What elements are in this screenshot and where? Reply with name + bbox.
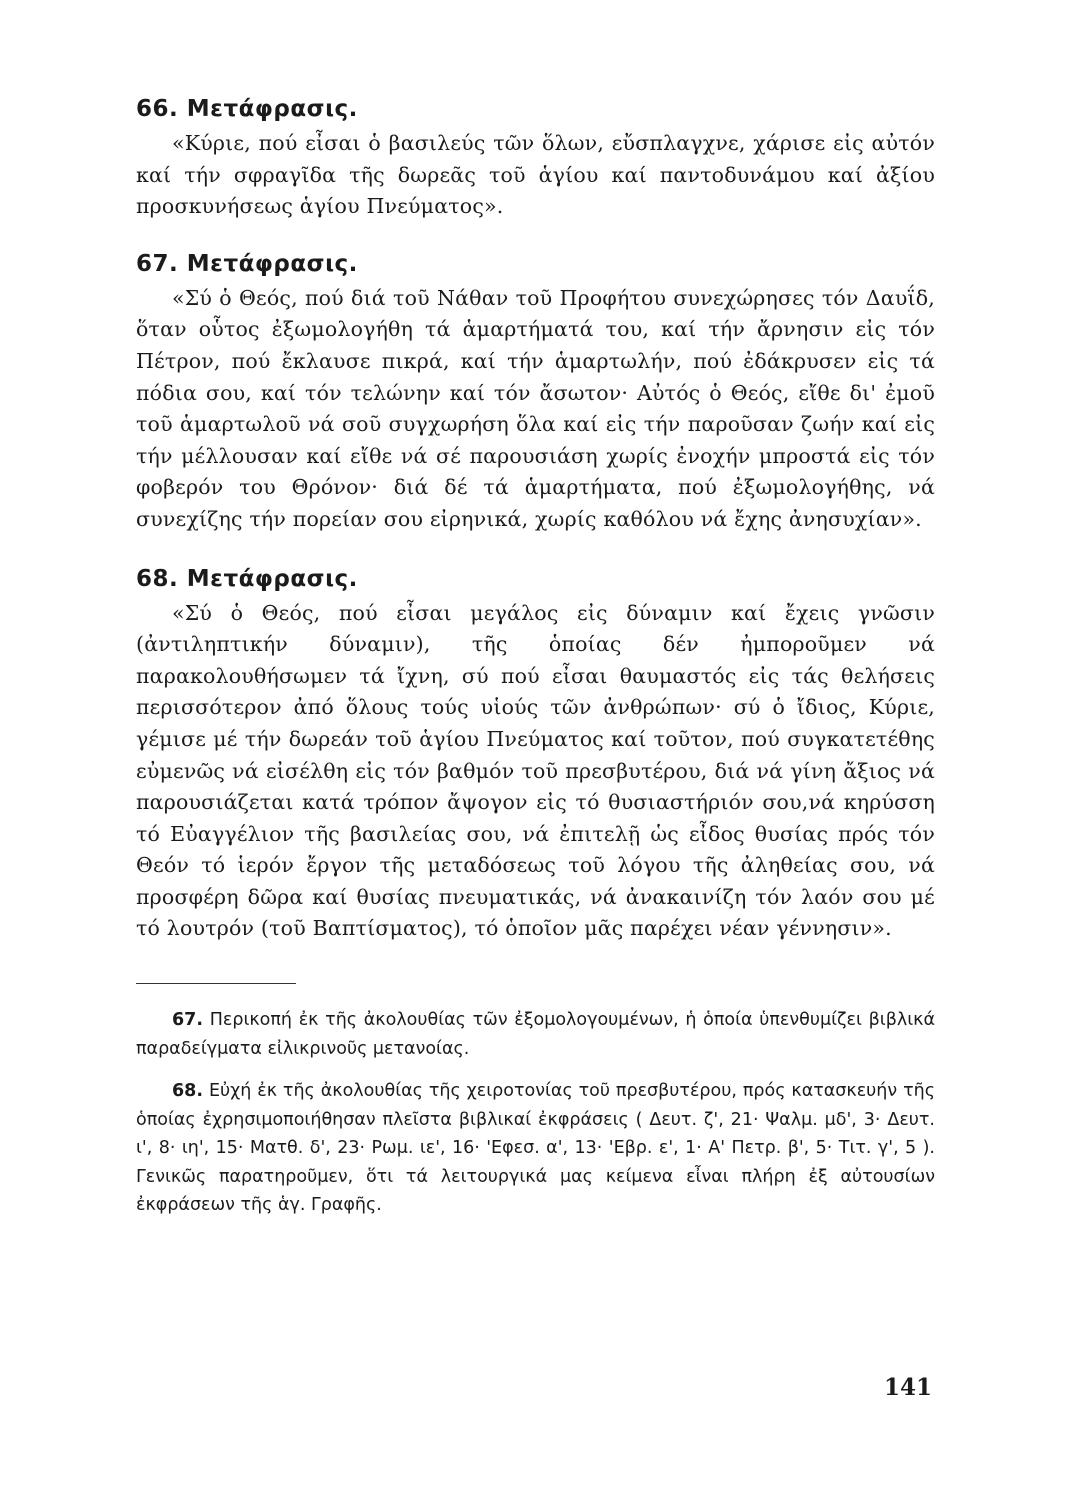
section-heading: 67. Μετάφρασις. [136, 250, 358, 277]
footnote-67 [136, 1006, 935, 1063]
section-66 [136, 92, 935, 223]
section-paragraph: «Σύ ὁ Θεός, πού διά τοῦ Νάθαν τοῦ Προφήτου συνεχώρησες τόν Δαυΐδ, ὅταν οὗτος ἐξωμολογήθη τά ἁμαρτήματά του, καί τήν ἄρνησιν εἰς τόν Πέτρον, πού ἔκλαυσε πικρά, καί τήν ἁμαρτωλήν, πού ἐδάκρυσεν εἰς τά πόδια σου, καί τόν τελώνην καί τόν ἄσωτον· Αὐτός ὁ Θεός, εἴθε δι' ἐμοῦ τοῦ ἁμαρτωλοῦ νά σοῦ συγχωρήση ὅλα καί εἰς τήν παροῦσαν ζωήν καί εἰς τήν μέλλουσαν καί εἴθε νά σέ παρουσιάση χωρίς ἐνοχήν μπροστά εἰς τόν φοβερόν του Θρόνον· διά δέ τά ἁμαρτήματα, πού ἐξωμολογήθης, νά συνεχίζης τήν πορείαν σου εἰρηνικά, χωρίς καθόλου νά ἔχης ἀνησυχίαν». [136, 285, 935, 531]
section-heading: 66. Μετάφρασις. [136, 96, 358, 122]
section-67 [136, 247, 935, 536]
footnotes [136, 1006, 935, 1220]
section-paragraph: «Σύ ὁ Θεός, πού εἶσαι μεγάλος εἰς δύναμιν καί ἔχεις γνῶσιν (ἀντιληπτικήν δύναμιν), τῆς ὁποίας δέν ἠμποροῦμεν νά παρακολουθήσωμεν τά ἴχνη, σύ πού εἶσαι θαυμαστός εἰς τάς θελήσεις περισσότερον ἀπό ὅλους τούς υἱούς τῶν ἀνθρώπων· σύ ὁ ἴδιος, Κύριε, γέμισε μέ τήν δωρεάν τοῦ ἁγίου Πνεύματος καί τοῦτον, πού συγκατετέθης εὐμενῶς νά εἰσέλθη εἰς τόν βαθμόν τοῦ πρεσβυτέρου, διά νά γίνη ἄξιος νά παρουσιάζεται κατά τρόπον ἄψογον εἰς τό θυσιαστήριόν σου,νά κηρύσση τό Εὐαγγέλιον τῆς βασιλείας σου, νά ἐπιτελῇ ὡς εἶδος θυσίας πρός τόν Θεόν τό ἱερόν ἔργον τῆς μεταδόσεως τοῦ λόγου τῆς ἀληθείας σου, νά προσφέρη δῶρα καί θυσίας πνευματικάς, νά ἀνακαινίζη τόν λαόν σου μέ τό λουτρόν (τοῦ Βαπτίσματος), τό ὁποῖον μᾶς παρέχει νέαν γέννησιν». [136, 600, 935, 941]
section-68 [136, 562, 935, 946]
footnote-text: Περικοπή ἐκ τῆς ἀκολουθίας τῶν ἐξομολογουμένων, ἡ ὁποία ὑπενθυμίζει βιβλικά παραδείγματα εἰλικρινοῦς μετανοίας. [136, 1010, 935, 1059]
footnote-number: 68. [172, 1081, 204, 1102]
footnote-number: 67. [172, 1010, 204, 1031]
footnote-text: Εὐχή ἐκ τῆς ἀκολουθίας τῆς χειροτονίας τοῦ πρεσβυτέρου, πρός κατασκευήν τῆς ὁποίας ἐχρησιμοποιήθησαν πλεῖστα βιβλικαί ἐκφράσεις ( Δευτ. ζ', 21· Ψαλμ. μδ', 3· Δευτ. ι', 8· ιη', 15· Ματθ. δ', 23· Ρωμ. ιε', 16· 'Εφεσ. α', 13· 'Εβρ. ε', 1· Α' Πετρ. β', 5· Τιτ. γ', 5 ). Γενικῶς παρατηροῦμεν, ὅτι τά λειτουργικά μας κείμενα εἶναι πλήρη ἐξ αὐτουσίων ἐκφράσεων τῆς ἁγ. Γραφῆς. [136, 1081, 935, 1216]
page-number: 141 [883, 1374, 932, 1401]
footnote-68 [136, 1077, 935, 1220]
footnote-divider [136, 983, 296, 984]
section-heading: 68. Μετάφρασις. [136, 565, 358, 592]
section-paragraph: «Κύριε, πού εἶσαι ὁ βασιλεύς τῶν ὅλων, εὔσπλαγχνε, χάρισε εἰς αὐτόν καί τήν σφραγῖδα τῆς δωρεᾶς τοῦ ἁγίου καί παντοδυνάμου καί ἀξίου προσκυνήσεως ἁγίου Πνεύματος». [136, 131, 935, 219]
